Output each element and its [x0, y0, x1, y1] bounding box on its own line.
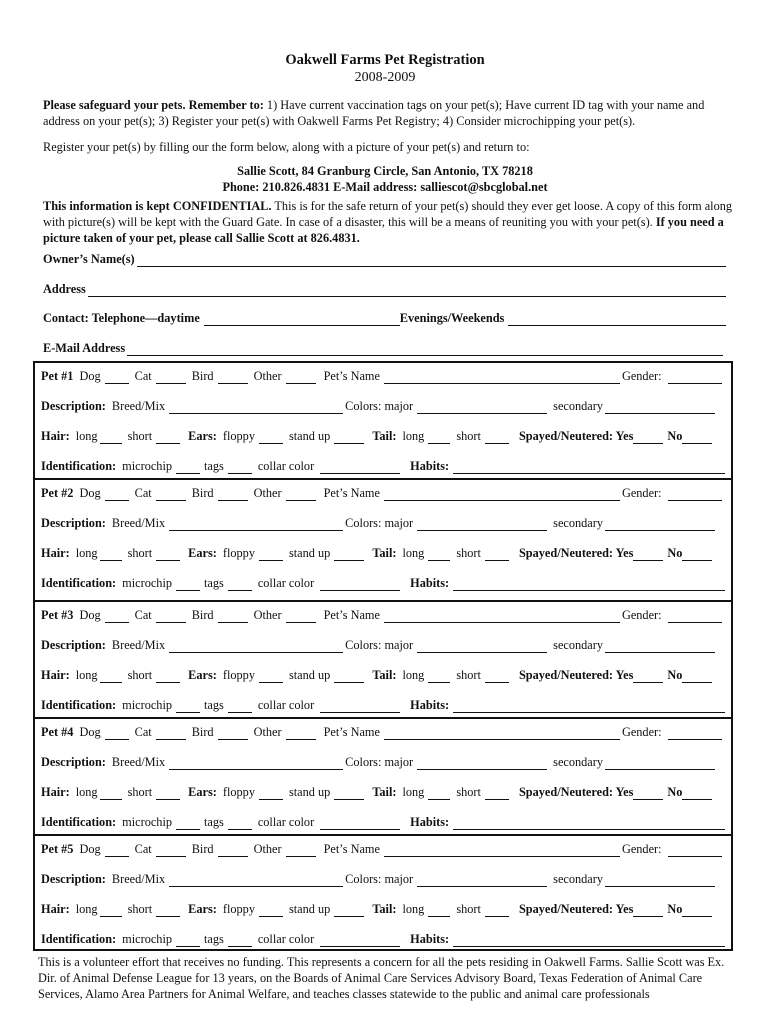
stand-up-field[interactable] [334, 549, 364, 561]
dog-label: Dog [79, 725, 101, 739]
hair-label: Hair: [41, 546, 70, 560]
secondary-label: secondary [553, 516, 604, 530]
confidential-paragraph [43, 198, 733, 246]
spayed-no-field[interactable] [682, 671, 712, 683]
identification-label: Identification: [41, 459, 117, 473]
pet-block-1 [33, 361, 733, 480]
tail-short-field[interactable] [485, 671, 509, 683]
description-label: Description: [41, 872, 106, 886]
pets-name-field[interactable] [384, 611, 620, 623]
owner-name-row [43, 252, 726, 267]
stand-up-label: stand up [288, 546, 331, 560]
evenings-phone-field[interactable] [508, 314, 726, 326]
tags-field[interactable] [228, 935, 252, 947]
gender-field[interactable] [668, 845, 722, 857]
microchip-label: microchip [122, 698, 173, 712]
tags-label: tags [204, 698, 224, 712]
tail-label: Tail: [372, 785, 397, 799]
secondary-field[interactable] [605, 519, 715, 531]
description-label: Description: [41, 399, 106, 413]
tail-label: Tail: [372, 546, 397, 560]
collar-color-label: collar color [257, 576, 315, 590]
secondary-field[interactable] [605, 758, 715, 770]
pet-type-row [41, 725, 722, 740]
tags-field[interactable] [228, 701, 252, 713]
owner-name-label: Owner’s Name(s) [43, 252, 135, 266]
tail-long-field[interactable] [428, 549, 450, 561]
spayed-yes-field[interactable] [633, 432, 663, 444]
hair-long-field[interactable] [100, 905, 122, 917]
secondary-label: secondary [553, 399, 604, 413]
spayed-yes-field[interactable] [633, 671, 663, 683]
tail-label: Tail: [372, 902, 397, 916]
other-field[interactable] [286, 611, 316, 623]
dog-label: Dog [79, 842, 101, 856]
microchip-label: microchip [122, 815, 173, 829]
spayed-no-field[interactable] [682, 788, 712, 800]
colors-major-label: Colors: major [345, 638, 414, 652]
ears-label: Ears: [188, 546, 217, 560]
identification-label: Identification: [41, 932, 117, 946]
spayed-label: Spayed/Neutered: Yes [518, 668, 634, 682]
habits-field[interactable] [453, 701, 725, 713]
tail-short-label: short [456, 429, 481, 443]
pet-type-row [41, 369, 722, 384]
tail-long-label: long [402, 546, 425, 560]
picture-note: If you need a picture taken of your pet, please call Sallie Scott at 826.4831. [43, 215, 724, 245]
other-field[interactable] [286, 372, 316, 384]
spayed-no-field[interactable] [682, 905, 712, 917]
microchip-label: microchip [122, 576, 173, 590]
pets-name-label: Pet’s Name [323, 842, 380, 856]
other-field[interactable] [286, 728, 316, 740]
colors-major-label: Colors: major [345, 516, 414, 530]
tail-long-label: long [402, 429, 425, 443]
bird-label: Bird [191, 608, 214, 622]
hair-label: Hair: [41, 902, 70, 916]
daytime-phone-label: Contact: Telephone—daytime [43, 311, 200, 325]
tail-long-field[interactable] [428, 432, 450, 444]
stand-up-label: stand up [288, 785, 331, 799]
pets-name-field[interactable] [384, 728, 620, 740]
secondary-field[interactable] [605, 875, 715, 887]
owner-name-field[interactable] [137, 255, 726, 267]
bird-label: Bird [191, 725, 214, 739]
breed-label: Breed/Mix [111, 638, 166, 652]
collar-color-field[interactable] [320, 579, 400, 591]
pet-type-row [41, 608, 722, 623]
floppy-label: floppy [222, 668, 255, 682]
hair-label: Hair: [41, 429, 70, 443]
breed-label: Breed/Mix [111, 872, 166, 886]
breed-field[interactable] [169, 641, 343, 653]
cat-label: Cat [134, 486, 152, 500]
dog-label: Dog [79, 369, 101, 383]
stand-up-label: stand up [288, 668, 331, 682]
spayed-label: Spayed/Neutered: Yes [518, 902, 634, 916]
pets-name-label: Pet’s Name [323, 369, 380, 383]
hair-long-label: long [75, 429, 98, 443]
description-row [41, 872, 715, 887]
pets-name-label: Pet’s Name [323, 725, 380, 739]
description-row [41, 638, 715, 653]
other-label: Other [253, 842, 282, 856]
stand-up-field[interactable] [334, 671, 364, 683]
floppy-field[interactable] [259, 432, 283, 444]
tail-long-label: long [402, 668, 425, 682]
hair-label: Hair: [41, 668, 70, 682]
identification-row [41, 698, 725, 713]
tail-label: Tail: [372, 429, 397, 443]
hair-long-field[interactable] [100, 671, 122, 683]
confidential-text: This is for the safe return of your pet(s) should they ever get loose. A copy of this form along with picture(s) will be kept with the Guard Gate. In case of a disaster, this will be a means of reuniting you with your pet(s). [43, 199, 733, 229]
tail-short-label: short [456, 785, 481, 799]
tags-label: tags [204, 459, 224, 473]
bird-field[interactable] [218, 845, 248, 857]
spayed-label: Spayed/Neutered: Yes [518, 429, 634, 443]
description-label: Description: [41, 755, 106, 769]
spayed-no-label: No [667, 785, 683, 799]
breed-field[interactable] [169, 402, 343, 414]
features-row [41, 902, 712, 917]
colors-major-field[interactable] [417, 402, 547, 414]
hair-short-field[interactable] [156, 788, 180, 800]
description-row [41, 755, 715, 770]
collar-color-label: collar color [257, 932, 315, 946]
ears-label: Ears: [188, 668, 217, 682]
hair-short-label: short [127, 429, 153, 443]
breed-field[interactable] [169, 519, 343, 531]
breed-field[interactable] [169, 758, 343, 770]
spayed-no-label: No [667, 902, 683, 916]
other-label: Other [253, 608, 282, 622]
habits-field[interactable] [453, 935, 725, 947]
register-instructions: Register your pet(s) by filling our the form below, along with a picture of your pet(s) and return to: [43, 140, 530, 154]
breed-label: Breed/Mix [111, 516, 166, 530]
email-label: E-Mail Address [43, 341, 126, 355]
breed-label: Breed/Mix [111, 755, 166, 769]
microchip-label: microchip [122, 932, 173, 946]
microchip-field[interactable] [176, 935, 200, 947]
hair-long-label: long [75, 668, 98, 682]
hair-long-field[interactable] [100, 432, 122, 444]
spayed-no-label: No [667, 546, 683, 560]
colors-major-label: Colors: major [345, 872, 414, 886]
gender-label: Gender: [621, 369, 662, 383]
pet-block-4 [33, 717, 733, 836]
pets-name-field[interactable] [384, 489, 620, 501]
description-row [41, 516, 715, 531]
breed-field[interactable] [169, 875, 343, 887]
dog-field[interactable] [105, 489, 129, 501]
microchip-label: microchip [122, 459, 173, 473]
tail-short-label: short [456, 668, 481, 682]
description-label: Description: [41, 516, 106, 530]
tags-field[interactable] [228, 579, 252, 591]
address-label: Address [43, 282, 86, 296]
stand-up-field[interactable] [334, 432, 364, 444]
stand-up-field[interactable] [334, 905, 364, 917]
pet-number: Pet #3 [41, 608, 74, 622]
features-row [41, 785, 712, 800]
hair-short-field[interactable] [156, 432, 180, 444]
tags-field[interactable] [228, 462, 252, 474]
hair-short-label: short [127, 902, 153, 916]
cat-label: Cat [134, 608, 152, 622]
cat-label: Cat [134, 369, 152, 383]
pets-name-field[interactable] [384, 372, 620, 384]
tags-label: tags [204, 576, 224, 590]
return-phone-email: Phone: 210.826.4831 E-Mail address: salliescot@sbcglobal.net [222, 180, 548, 194]
stand-up-field[interactable] [334, 788, 364, 800]
other-field[interactable] [286, 489, 316, 501]
email-row [43, 341, 723, 356]
pets-name-label: Pet’s Name [323, 608, 380, 622]
tail-short-label: short [456, 902, 481, 916]
tail-long-label: long [402, 902, 425, 916]
gender-field[interactable] [668, 489, 722, 501]
intro-text: 1) Have current vaccination tags on your pet(s); Have current ID tag with your name and address on your pet(s); 3) Register your pet(s) with Oakwell Farms Pet Registry; 4) Consider microchipping your pet(s). [43, 98, 705, 128]
secondary-label: secondary [553, 638, 604, 652]
habits-label: Habits: [410, 459, 450, 473]
dog-label: Dog [79, 486, 101, 500]
other-label: Other [253, 486, 282, 500]
address-field[interactable] [88, 285, 726, 297]
floppy-label: floppy [222, 902, 255, 916]
microchip-field[interactable] [176, 701, 200, 713]
bird-label: Bird [191, 486, 214, 500]
ears-label: Ears: [188, 902, 217, 916]
secondary-field[interactable] [605, 641, 715, 653]
bird-field[interactable] [218, 611, 248, 623]
cat-label: Cat [134, 842, 152, 856]
habits-field[interactable] [453, 818, 725, 830]
hair-short-field[interactable] [156, 549, 180, 561]
microchip-field[interactable] [176, 579, 200, 591]
tail-label: Tail: [372, 668, 397, 682]
tail-short-field[interactable] [485, 432, 509, 444]
pets-name-label: Pet’s Name [323, 486, 380, 500]
contact-row [43, 311, 726, 326]
colors-major-field[interactable] [417, 519, 547, 531]
pet-type-row [41, 842, 722, 857]
return-address: Sallie Scott, 84 Granburg Circle, San Antonio, TX 78218 [237, 164, 533, 178]
floppy-label: floppy [222, 785, 255, 799]
spayed-yes-field[interactable] [633, 905, 663, 917]
address-row [43, 282, 726, 297]
spayed-no-field[interactable] [682, 549, 712, 561]
pet-number: Pet #2 [41, 486, 74, 500]
tail-short-field[interactable] [485, 549, 509, 561]
pet-number: Pet #5 [41, 842, 74, 856]
microchip-field[interactable] [176, 818, 200, 830]
habits-label: Habits: [410, 932, 450, 946]
cat-field[interactable] [156, 372, 186, 384]
floppy-field[interactable] [259, 788, 283, 800]
tail-long-field[interactable] [428, 671, 450, 683]
pet-block-5 [33, 834, 733, 951]
bird-field[interactable] [218, 728, 248, 740]
colors-major-label: Colors: major [345, 399, 414, 413]
daytime-phone-field[interactable] [204, 314, 400, 326]
colors-major-field[interactable] [417, 875, 547, 887]
secondary-label: secondary [553, 872, 604, 886]
floppy-field[interactable] [259, 671, 283, 683]
habits-label: Habits: [410, 698, 450, 712]
habits-label: Habits: [410, 815, 450, 829]
intro-lead: Please safeguard your pets. Remember to: [43, 98, 264, 112]
ears-label: Ears: [188, 429, 217, 443]
tags-field[interactable] [228, 818, 252, 830]
floppy-field[interactable] [259, 905, 283, 917]
spayed-label: Spayed/Neutered: Yes [518, 785, 634, 799]
gender-field[interactable] [668, 611, 722, 623]
hair-short-label: short [127, 546, 153, 560]
tail-long-field[interactable] [428, 905, 450, 917]
identification-row [41, 459, 725, 474]
collar-color-label: collar color [257, 459, 315, 473]
hair-short-field[interactable] [156, 905, 180, 917]
floppy-field[interactable] [259, 549, 283, 561]
floppy-label: floppy [222, 429, 255, 443]
cat-field[interactable] [156, 845, 186, 857]
gender-field[interactable] [668, 372, 722, 384]
gender-label: Gender: [621, 486, 662, 500]
identification-row [41, 815, 725, 830]
dog-field[interactable] [105, 611, 129, 623]
hair-short-label: short [127, 785, 153, 799]
tail-short-label: short [456, 546, 481, 560]
colors-major-field[interactable] [417, 758, 547, 770]
stand-up-label: stand up [288, 429, 331, 443]
collar-color-field[interactable] [320, 701, 400, 713]
colors-major-field[interactable] [417, 641, 547, 653]
form-year: 2008-2009 [354, 70, 416, 85]
identification-label: Identification: [41, 698, 117, 712]
gender-label: Gender: [621, 608, 662, 622]
hair-long-label: long [75, 902, 98, 916]
identification-label: Identification: [41, 576, 117, 590]
pet-number: Pet #1 [41, 369, 74, 383]
bird-label: Bird [191, 369, 214, 383]
form-title: Oakwell Farms Pet Registration [285, 52, 485, 68]
spayed-no-label: No [667, 429, 683, 443]
spayed-no-field[interactable] [682, 432, 712, 444]
dog-label: Dog [79, 608, 101, 622]
other-field[interactable] [286, 845, 316, 857]
spayed-label: Spayed/Neutered: Yes [518, 546, 634, 560]
hair-label: Hair: [41, 785, 70, 799]
tail-short-field[interactable] [485, 788, 509, 800]
cat-label: Cat [134, 725, 152, 739]
footer-note: This is a volunteer effort that receives no funding. This represents a concern for all the pets residing in Oakwell Farms. Sallie Scott was Ex. Dir. of Animal Defense League for 13 years, on the Boards of Animal Care Services Advisory Board, Texas Federation of Animal Care Services, Alamo Area Partners for Animal Welfare, and teaches classes statewide to the public and animal care professionals [38, 955, 725, 1001]
habits-field[interactable] [453, 462, 725, 474]
tail-short-field[interactable] [485, 905, 509, 917]
spayed-yes-field[interactable] [633, 788, 663, 800]
pet-block-3 [33, 600, 733, 719]
gender-field[interactable] [668, 728, 722, 740]
floppy-label: floppy [222, 546, 255, 560]
pets-name-field[interactable] [384, 845, 620, 857]
gender-label: Gender: [621, 842, 662, 856]
other-label: Other [253, 725, 282, 739]
pet-number: Pet #4 [41, 725, 74, 739]
cat-field[interactable] [156, 728, 186, 740]
tail-long-field[interactable] [428, 788, 450, 800]
identification-row [41, 576, 725, 591]
microchip-field[interactable] [176, 462, 200, 474]
intro-paragraph [43, 97, 733, 129]
dog-field[interactable] [105, 372, 129, 384]
email-field[interactable] [127, 344, 723, 356]
bird-field[interactable] [218, 489, 248, 501]
description-label: Description: [41, 638, 106, 652]
collar-color-field[interactable] [320, 462, 400, 474]
secondary-label: secondary [553, 755, 604, 769]
dog-field[interactable] [105, 845, 129, 857]
confidential-heading: This information is kept CONFIDENTIAL. [43, 199, 272, 213]
spayed-yes-field[interactable] [633, 549, 663, 561]
hair-long-field[interactable] [100, 549, 122, 561]
colors-major-label: Colors: major [345, 755, 414, 769]
tags-label: tags [204, 932, 224, 946]
hair-short-label: short [127, 668, 153, 682]
habits-label: Habits: [410, 576, 450, 590]
identification-label: Identification: [41, 815, 117, 829]
bird-field[interactable] [218, 372, 248, 384]
collar-color-field[interactable] [320, 935, 400, 947]
tail-long-label: long [402, 785, 425, 799]
identification-row [41, 932, 725, 947]
other-label: Other [253, 369, 282, 383]
breed-label: Breed/Mix [111, 399, 166, 413]
hair-long-field[interactable] [100, 788, 122, 800]
hair-long-label: long [75, 546, 98, 560]
gender-label: Gender: [621, 725, 662, 739]
pet-block-2 [33, 478, 733, 602]
tags-label: tags [204, 815, 224, 829]
bird-label: Bird [191, 842, 214, 856]
collar-color-label: collar color [257, 698, 315, 712]
secondary-field[interactable] [605, 402, 715, 414]
features-row [41, 429, 712, 444]
collar-color-label: collar color [257, 815, 315, 829]
habits-field[interactable] [453, 579, 725, 591]
collar-color-field[interactable] [320, 818, 400, 830]
pet-type-row [41, 486, 722, 501]
hair-short-field[interactable] [156, 671, 180, 683]
evenings-label: Evenings/Weekends [399, 311, 505, 325]
cat-field[interactable] [156, 611, 186, 623]
stand-up-label: stand up [288, 902, 331, 916]
features-row [41, 668, 712, 683]
ears-label: Ears: [188, 785, 217, 799]
spayed-no-label: No [667, 668, 683, 682]
hair-long-label: long [75, 785, 98, 799]
cat-field[interactable] [156, 489, 186, 501]
features-row [41, 546, 712, 561]
dog-field[interactable] [105, 728, 129, 740]
description-row [41, 399, 715, 414]
